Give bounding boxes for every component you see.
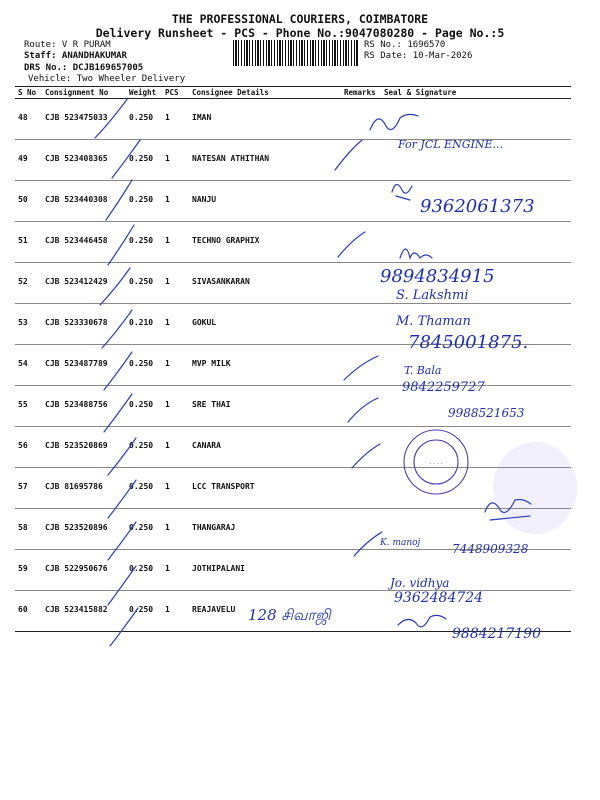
tick-mark [100, 268, 130, 305]
cell-sno: 56 [15, 427, 42, 468]
remark-stroke [354, 532, 382, 556]
handwritten-phone: 7845001875. [408, 332, 529, 353]
cell-sno: 51 [15, 222, 42, 263]
cell-consignment: CJB 523412429 [42, 263, 126, 304]
signature-scribble [398, 615, 446, 626]
signature-scribble [400, 249, 432, 258]
handwritten-phone: 9894834915 [380, 266, 495, 287]
cell-weight: 0.250 [126, 427, 162, 468]
cell-consignee: REAJAVELU [189, 591, 341, 632]
cell-consignment: CJB 523446458 [42, 222, 126, 263]
svg-text:· · · ·: · · · · [429, 461, 443, 468]
cell-pcs: 1 [162, 386, 189, 427]
remark-stroke [344, 356, 378, 380]
cell-consignee: THANGARAJ [189, 509, 341, 550]
tick-mark [108, 522, 136, 560]
cell-weight: 0.250 [126, 99, 162, 140]
col-header-seal-signature: Seal & Signature [381, 87, 571, 99]
handwritten-note: For JCL ENGINE... [398, 138, 503, 151]
col-header-consignment: Consignment No [42, 87, 126, 99]
col-header-remarks: Remarks [341, 87, 381, 99]
handwritten-phone: 9842259727 [402, 380, 485, 395]
cell-weight: 0.250 [126, 181, 162, 222]
cell-sno: 54 [15, 345, 42, 386]
tick-mark [106, 180, 132, 220]
remark-stroke [335, 140, 362, 170]
cell-consignee: GOKUL [189, 304, 341, 345]
handwritten-phone: 9988521653 [448, 406, 525, 420]
cell-consignment: CJB 523520869 [42, 427, 126, 468]
signature-scribble [370, 114, 418, 130]
handwritten-phone: 9884217190 [452, 626, 542, 642]
cell-consignment: CJB 523487789 [42, 345, 126, 386]
tick-mark [112, 140, 140, 178]
tick-mark [102, 310, 132, 348]
cell-pcs: 1 [162, 550, 189, 591]
cell-weight: 0.250 [126, 468, 162, 509]
cell-consignee: IMAN [189, 99, 341, 140]
cell-consignee: TECHNO GRAPHIX [189, 222, 341, 263]
cell-pcs: 1 [162, 345, 189, 386]
cell-weight: 0.250 [126, 345, 162, 386]
cell-consignment: CJB 523440308 [42, 181, 126, 222]
route-label: Route: V R PURAM [24, 40, 111, 50]
cell-weight: 0.250 [126, 591, 162, 632]
cell-consignment: CJB 523520896 [42, 509, 126, 550]
handwritten-name: M. Thaman [396, 314, 471, 329]
cell-consignment: CJB 523408365 [42, 140, 126, 181]
cell-pcs: 1 [162, 222, 189, 263]
cell-consignee: CANARA [189, 427, 341, 468]
cell-weight: 0.210 [126, 304, 162, 345]
handwritten-name: S. Lakshmi [396, 288, 469, 303]
runsheet-subtitle: Delivery Runsheet - PCS - Phone No.:9047080280 - Page No.:5 [95, 26, 505, 40]
handwritten-name: T. Bala [404, 364, 442, 377]
cell-weight: 0.250 [126, 263, 162, 304]
cell-sno: 58 [15, 509, 42, 550]
vehicle-label: Vehicle: Two Wheeler Delivery [28, 74, 186, 84]
cell-weight: 0.250 [126, 222, 162, 263]
cell-consignment: CJB 523488756 [42, 386, 126, 427]
cell-consignment: CJB 523475033 [42, 99, 126, 140]
cell-sno: 60 [15, 591, 42, 632]
signature-scribble [392, 184, 412, 200]
cell-sno: 52 [15, 263, 42, 304]
remark-stroke [352, 444, 380, 468]
drs-number: DRS No.: DCJB169657005 [24, 63, 144, 73]
handwritten-note: 128 சிவாஜி [248, 606, 331, 624]
cell-sno: 49 [15, 140, 42, 181]
seal-smudge [493, 442, 577, 534]
cell-consignee: SIVASANKARAN [189, 263, 341, 304]
tick-mark [108, 225, 134, 265]
cell-consignee: JOTHIPALANI [189, 550, 341, 591]
cell-weight: 0.250 [126, 386, 162, 427]
tick-mark [108, 438, 136, 475]
cell-sno: 55 [15, 386, 42, 427]
cell-pcs: 1 [162, 591, 189, 632]
cell-weight: 0.250 [126, 140, 162, 181]
tick-mark [95, 98, 128, 138]
staff-label: Staff: ANANDHAKUMAR [24, 51, 127, 61]
cell-consignee: LCC TRANSPORT [189, 468, 341, 509]
cell-consignment: CJB 523330678 [42, 304, 126, 345]
cell-pcs: 1 [162, 427, 189, 468]
tick-mark [108, 480, 136, 518]
cell-weight: 0.250 [126, 509, 162, 550]
rs-date: RS Date: 10-Mar-2026 [364, 51, 473, 61]
company-title: THE PROFESSIONAL COURIERS, COIMBATORE [171, 12, 429, 26]
col-header-consignee: Consignee Details [189, 87, 341, 99]
cell-weight: 0.250 [126, 550, 162, 591]
company-seal-stamp [404, 430, 468, 494]
handwritten-name: Jo. vidhya [390, 576, 450, 590]
remark-stroke [338, 232, 365, 257]
cell-consignee: MVP MILK [189, 345, 341, 386]
cell-sno: 57 [15, 468, 42, 509]
handwritten-phone: 7448909328 [452, 542, 529, 556]
cell-consignment: CJB 523415882 [42, 591, 126, 632]
cell-sno: 53 [15, 304, 42, 345]
cell-sno: 59 [15, 550, 42, 591]
handwritten-name: K. manoj [380, 538, 421, 548]
cell-consignee: SRE THAI [189, 386, 341, 427]
cell-pcs: 1 [162, 304, 189, 345]
col-header-pcs: PCS [162, 87, 189, 99]
handwritten-phone: 9362061373 [420, 196, 535, 217]
cell-consignee: NANJU [189, 181, 341, 222]
cell-pcs: 1 [162, 509, 189, 550]
cell-pcs: 1 [162, 263, 189, 304]
handwritten-phone: 9362484724 [394, 590, 484, 606]
cell-pcs: 1 [162, 468, 189, 509]
cell-pcs: 1 [162, 140, 189, 181]
cell-consignment: CJB 522950676 [42, 550, 126, 591]
col-header-weight: Weight [126, 87, 162, 99]
cell-sno: 50 [15, 181, 42, 222]
cell-sno: 48 [15, 99, 42, 140]
tick-mark [108, 566, 136, 605]
tick-mark [110, 608, 138, 646]
cell-consignee: NATESAN ATHITHAN [189, 140, 341, 181]
remark-stroke [348, 398, 378, 422]
tick-mark [104, 394, 132, 432]
col-header-sno: S No [15, 87, 42, 99]
cell-pcs: 1 [162, 181, 189, 222]
cell-consignment: CJB 81695786 [42, 468, 126, 509]
rs-number: RS No.: 1696570 [364, 40, 446, 50]
tick-mark [104, 352, 132, 390]
cell-pcs: 1 [162, 99, 189, 140]
